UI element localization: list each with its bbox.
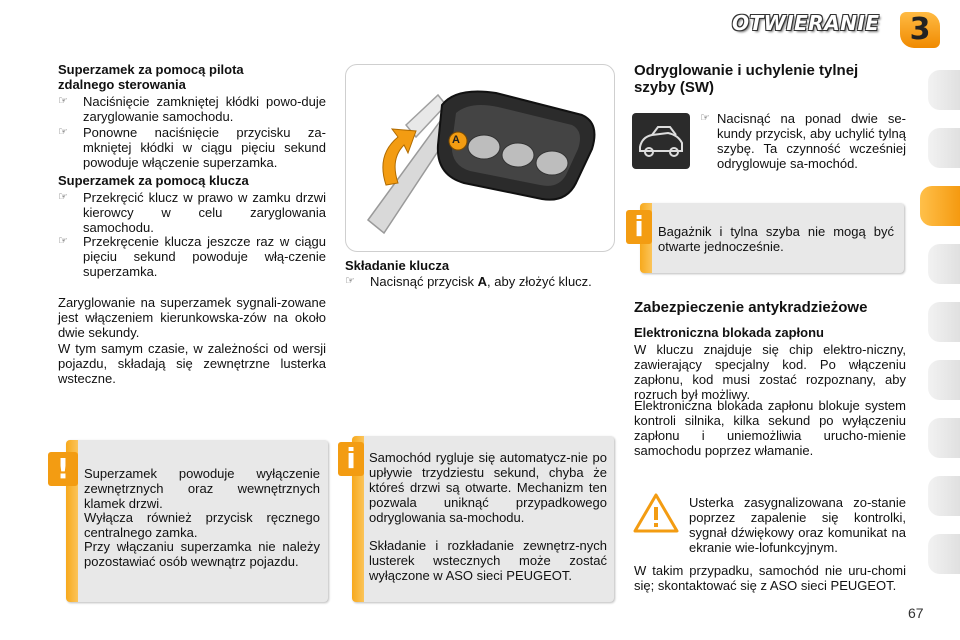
arrow-bullet-icon: ☞ [58,126,68,138]
heading-remote-deadlock: Superzamek za pomocą pilota zdalnego sterowania [58,62,244,92]
bullet-item [58,190,326,236]
paragraph: Elektroniczna blokada zapłonu blokuje system kontroli silnika, kilka sekund po wyłączeniu zapłonu i uniemożliwia urucho-mienie samochodu poprzez włamanie. [634,398,906,458]
paragraph: W kluczu znajduje się chip elektro-niczny, zawierający specjalny kod. Po włączeniu zapłonu, kod musi zostać rozpoznany, aby rozruch był możliwy. [634,342,906,402]
key-button-label: A [452,134,460,146]
bullet-item [345,274,615,306]
warning-text: Usterka zasygnalizowana zo-stanie poprzez zapalenie się kontrolki, sygnał dźwiękowy oraz komunikat na ekranie wie-lofunkcyjnym. [689,495,906,555]
chapter-tabs [928,70,960,610]
chapter-tab[interactable] [928,70,960,110]
chapter-tab[interactable] [928,128,960,168]
chapter-tab[interactable] [928,476,960,516]
remote-key-icon [346,65,616,253]
chapter-tab[interactable] [928,360,960,400]
car-tailgate-icon [632,113,690,169]
chapter-tab[interactable] [928,302,960,342]
warning-text: Przy włączaniu superzamka nie należy pozostawiać osób wewnątrz pojazdu. [84,539,320,569]
heading-anti-theft: Zabezpieczenie antykradzieżowe [634,299,868,316]
heading-key-folding: Składanie klucza [345,258,450,273]
info-box [640,203,904,273]
bullet-item [700,111,906,181]
bullet-text: Nacisnąć na ponad dwie se-kundy przycisk, aby uchylić tylną szybę. Ta czynność wcześniej odryglowuje sa-mochód. [717,111,906,171]
arrow-bullet-icon: ☞ [345,275,355,287]
bullet-item [58,234,326,280]
bullet-text: Przekręcenie klucza jeszcze raz w ciągu pięciu sekund powoduje włą-czenie superzamka. [83,234,326,279]
chapter-number: 3 [900,12,940,48]
info-text: Bagażnik i tylna szyba nie mogą być otwarte jednocześnie. [658,224,894,254]
page-number: 67 [908,605,924,621]
chapter-title: OTWIERANIE [732,11,880,35]
arrow-bullet-icon: ☞ [58,95,68,107]
arrow-bullet-icon: ☞ [58,191,68,203]
info-icon: i [626,210,652,244]
key-illustration [345,64,615,252]
heading-immobiliser: Elektroniczna blokada zapłonu [634,325,824,340]
bullet-item [58,125,326,171]
warning-box [66,440,328,602]
info-box [352,436,614,602]
heading-rear-window: Odryglowanie i uchylenie tylnej szyby (SW) [634,62,859,96]
bullet-text: Naciśnięcie zamkniętej kłódki powo-duje zaryglowanie samochodu. [83,94,326,124]
warning-text: Wyłącza również przycisk ręcznego centralnego zamka. [84,510,320,540]
chapter-tab[interactable] [928,534,960,574]
heading-key-deadlock: Superzamek za pomocą klucza [58,173,249,188]
chapter-tab-active[interactable] [920,186,960,226]
chapter-tab[interactable] [928,244,960,284]
chapter-tab[interactable] [928,418,960,458]
info-icon: i [338,442,364,476]
info-text: Samochód rygluje się automatycz-nie po upływie trzydziestu sekund, chyba że któreś drzwi są otwarte. Mechanizm ten pozwala uniknąć przypadkowego odryglowania sa-mochodu. [369,450,607,525]
paragraph: Zaryglowanie na superzamek sygnali-zowane jest włączeniem kierunkowska-zów na około dwie sekundy. [58,295,326,340]
bullet-text: Ponowne naciśnięcie przycisku za-mkniętej kłódki w ciągu pięciu sekund powoduje włączenie superzamka. [83,125,326,170]
warning-triangle-icon [632,492,680,537]
arrow-bullet-icon: ☞ [58,235,68,247]
bullet-text: Przekręcić klucz w prawo w zamku drzwi kierowcy w celu zaryglowania samochodu. [83,190,326,235]
info-text: Składanie i rozkładanie zewnętrz-nych lusterek wstecznych może zostać wyłączone w ASO sieci PEUGEOT. [369,538,607,583]
bullet-text: Nacisnąć przycisk A, aby złożyć klucz. [370,274,592,289]
paragraph: W takim przypadku, samochód nie uru-chomi się; skontaktować się z ASO sieci PEUGEOT. [634,563,906,593]
warning-text: Superzamek powoduje wyłączenie zewnętrznych oraz wewnętrznych klamek drzwi. [84,466,320,511]
exclamation-icon: ! [48,452,78,486]
paragraph: W tym samym czasie, w zależności od wersji pojazdu, składają się zewnętrzne lusterka wsteczne. [58,341,326,386]
arrow-bullet-icon: ☞ [700,112,710,124]
